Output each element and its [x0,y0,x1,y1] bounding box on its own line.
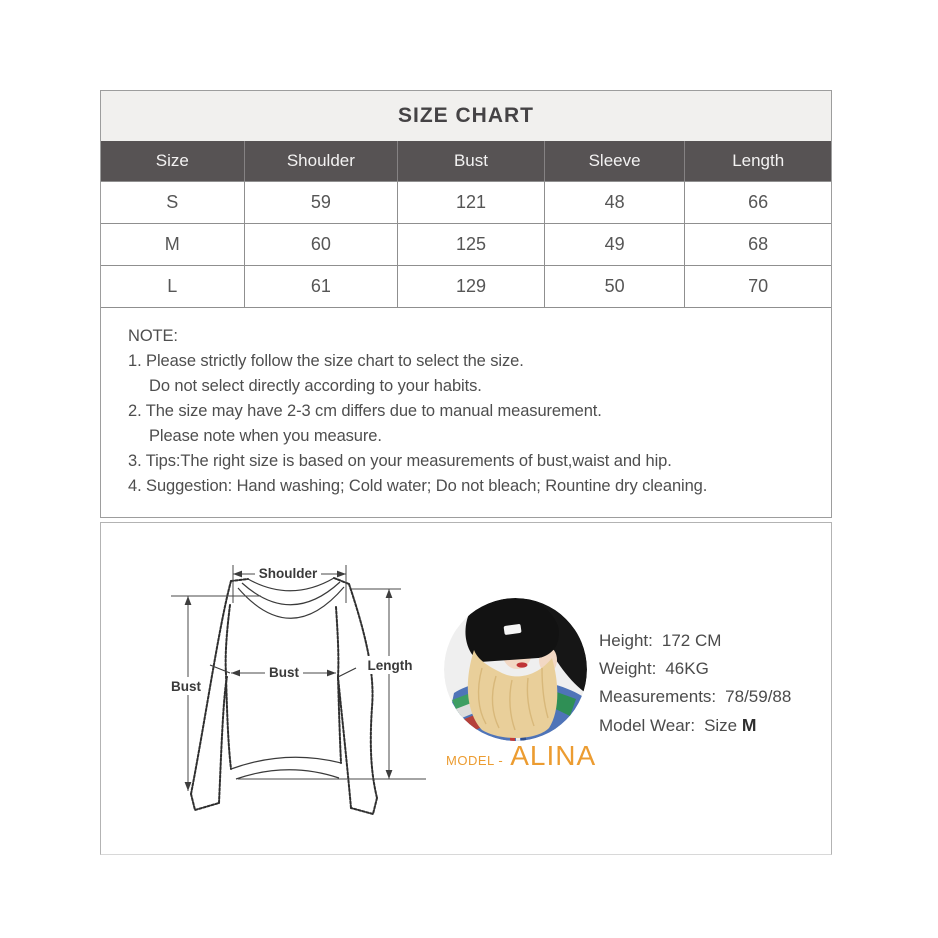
size-chart-panel [100,90,832,518]
note-line: 3. Tips:The right size is based on your measurements of bust,waist and hip. [128,452,672,470]
cell-length-s: 66 [685,181,831,223]
model-measurements-label: Measurements: [599,687,717,706]
model-height-label: Height: [599,631,653,650]
cell-shoulder-m: 60 [245,223,399,265]
cell-sleeve-l: 50 [545,265,686,307]
model-photo-image [444,598,587,741]
model-photo [444,598,587,741]
model-info [599,627,791,740]
hem-lower-line [236,770,339,779]
left-body-side [226,605,231,769]
cell-size-l: L [101,265,245,307]
shoulder-dim-label: Shoulder [258,566,318,581]
cell-bust-s: 121 [398,181,545,223]
model-height-line [599,627,791,655]
right-underarm-seam [338,668,356,677]
model-measurements-line [599,683,791,711]
length-dim-label: Length [367,658,413,673]
note-line: Do not select directly according to your habits. [149,377,482,395]
model-weight-label: Weight: [599,659,657,678]
right-cuff [351,798,377,814]
cell-size-m: M [101,223,245,265]
model-caption-prefix: MODEL - [446,753,504,768]
column-header-bust: Bust [398,141,545,181]
column-header-sleeve: Sleeve [545,141,686,181]
column-header-shoulder: Shoulder [245,141,399,181]
model-wear-value: Size [704,716,738,735]
bust-width-dim-label: Bust [269,665,299,680]
model-wear-size: M [741,715,757,735]
cell-shoulder-s: 59 [245,181,399,223]
hem-upper-line [231,757,341,769]
right-shoulder-line [334,578,349,584]
lips-shape [517,662,528,667]
cell-bust-l: 129 [398,265,545,307]
left-cuff [191,794,219,810]
collar-front-top-line [242,582,340,605]
note-line: 2. The size may have 2-3 cm differs due to manual measurement. [128,402,602,420]
cell-sleeve-m: 49 [545,223,686,265]
note-heading: NOTE: [128,327,178,345]
model-height-value: 172 CM [661,631,722,650]
model-name: ALINA [510,740,597,771]
cell-length-m: 68 [685,223,831,265]
cell-sleeve-s: 48 [545,181,686,223]
sweater-measurement-diagram [109,537,444,842]
size-table [101,141,831,307]
model-weight-value: 46KG [665,659,709,678]
cell-length-l: 70 [685,265,831,307]
size-chart-title: SIZE CHART [398,104,534,127]
model-weight-line [599,655,791,683]
measurement-panel [100,522,832,855]
model-wear-label: Model Wear: [599,716,696,735]
model-wear-line [599,711,791,740]
model-measurements-value: 78/59/88 [725,687,792,706]
right-body-side [336,607,341,763]
model-caption [446,740,626,772]
note-section [101,307,831,499]
column-header-size: Size [101,141,245,181]
cell-shoulder-l: 61 [245,265,399,307]
right-sleeve-outer [349,584,377,798]
note-line: 1. Please strictly follow the size chart to select the size. [128,352,524,370]
column-header-length: Length [685,141,831,181]
note-line: 4. Suggestion: Hand washing; Cold water; Do not bleach; Rountine dry cleaning. [128,477,708,495]
left-shoulder-line [231,579,248,581]
size-chart-title-bar [101,91,831,141]
note-line: Please note when you measure. [149,427,382,445]
cell-bust-m: 125 [398,223,545,265]
bust-height-dim-label: Bust [171,679,201,694]
cell-size-s: S [101,181,245,223]
